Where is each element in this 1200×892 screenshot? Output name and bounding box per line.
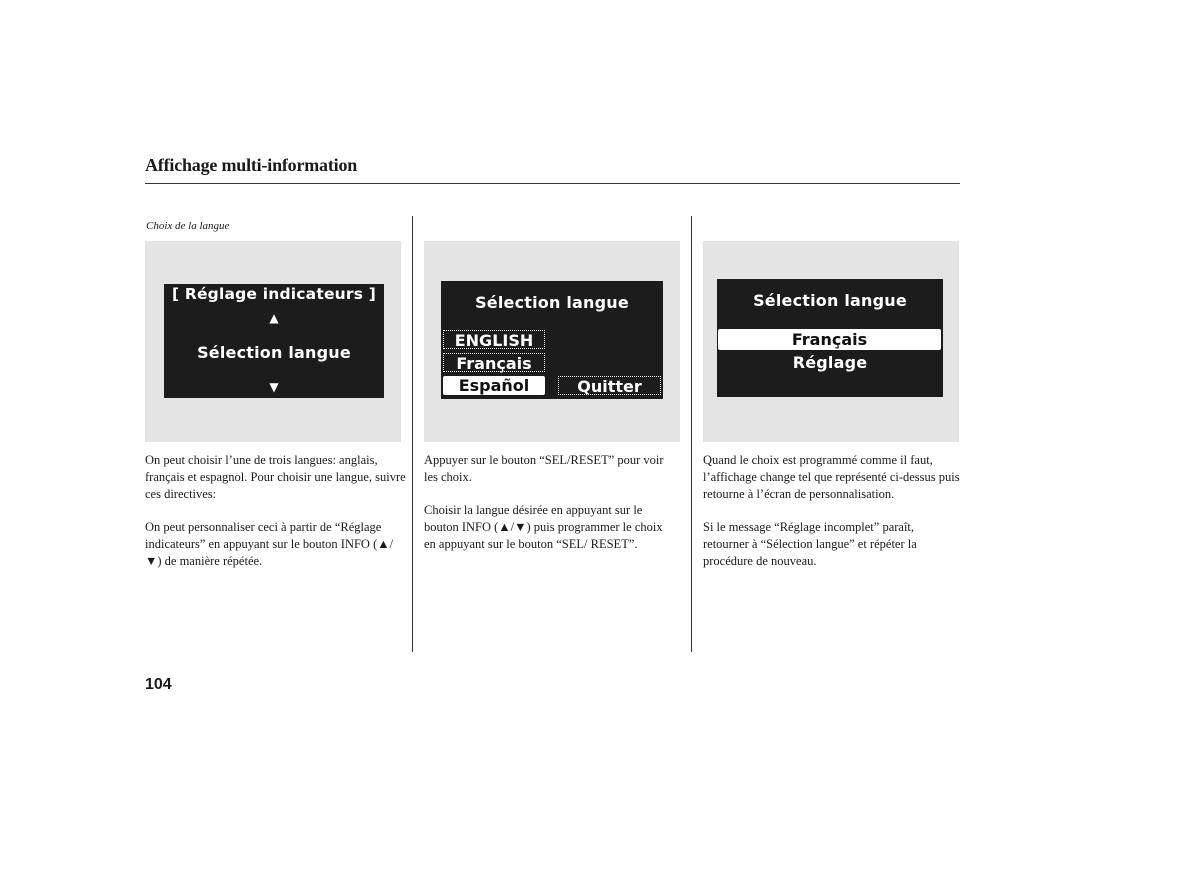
title-rule [145,183,960,184]
language-option-english[interactable]: ENGLISH [443,330,545,349]
screen-menu-item: Sélection langue [197,343,351,362]
paragraph: Choisir la langue désirée en appuyant sur le bouton INFO (▲/▼) puis programmer le choix en appuyant sur le bouton “SEL/ RESET”. [424,503,663,551]
display-screen-2 [441,281,663,399]
screen-status: Réglage [792,353,868,372]
figure-caption: Choix de la langue [146,220,230,232]
up-arrow-icon: ▲ [269,311,279,325]
paragraph: On peut personnaliser ceci à partir de “Réglage indicateurs” en appuyant sur le bouton INFO (▲/▼) de manière répétée. [145,520,394,568]
screen-title: Sélection langue [753,291,907,310]
column-divider-1 [412,216,413,652]
display-screen-1 [164,284,384,398]
display-screen-3 [717,279,943,397]
language-option-espanol[interactable]: Español [443,376,545,395]
paragraph: Appuyer sur le bouton “SEL/RESET” pour voir les choix. [424,453,664,484]
display-panel-2 [424,241,680,442]
page-number: 104 [145,676,172,693]
page-title: Affichage multi-information [145,155,358,175]
selected-language: Français [718,329,941,350]
paragraph: On peut choisir l’une de trois langues: anglais, français et espagnol. Pour choisir une langue, suivre ces directives: [145,453,406,501]
display-panel-1 [145,241,401,442]
column-2-text [424,452,676,569]
column-3-text [703,452,961,586]
screen-menu-heading: [ Réglage indicateurs ] [171,285,377,303]
screen-title: Sélection langue [475,293,629,312]
down-arrow-icon: ▼ [269,380,279,394]
column-divider-2 [691,216,692,652]
display-panel-3 [703,241,959,442]
column-1-text [145,452,407,586]
quit-option[interactable]: Quitter [558,376,661,395]
paragraph: Si le message “Réglage incomplet” paraît, retourner à “Sélection langue” et répéter la procédure de nouveau. [703,520,917,568]
paragraph: Quand le choix est programmé comme il faut, l’affichage change tel que représenté ci-dessus puis retourne à l’écran de personnalisation. [703,453,960,501]
language-option-francais[interactable]: Français [443,353,545,372]
